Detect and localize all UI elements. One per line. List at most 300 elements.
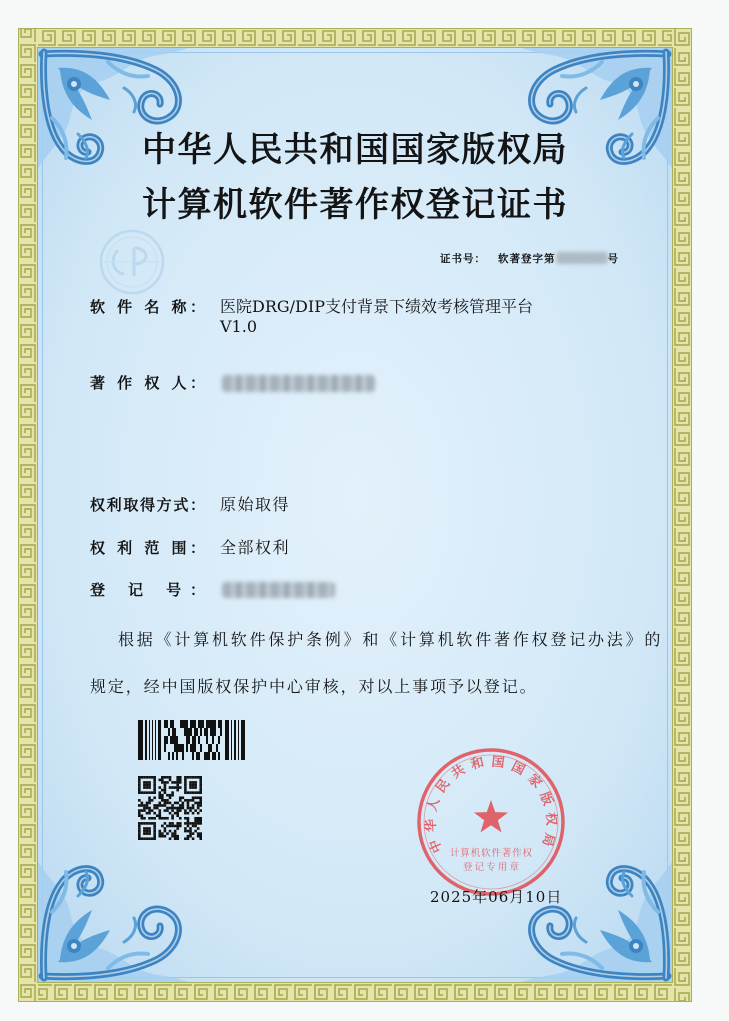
qr-module (176, 812, 179, 815)
barcode-module (212, 728, 214, 736)
qr-finder-module (143, 837, 146, 840)
qr-module (161, 781, 164, 784)
qr-module (199, 796, 202, 799)
qr-module (171, 809, 174, 812)
barcode-module (212, 752, 214, 760)
barcode-module (192, 720, 194, 728)
barcode-module (206, 736, 208, 744)
barcode-module (190, 728, 192, 736)
barcode-bar (152, 720, 153, 760)
qr-module (194, 796, 197, 799)
barcode-module (180, 720, 182, 728)
qr-finder-module (153, 835, 156, 838)
qr-finder-module (153, 786, 156, 789)
qr-module (148, 802, 151, 805)
qr-module (192, 832, 195, 835)
qr-module (189, 827, 192, 830)
qr-module (174, 807, 177, 810)
barcode-module (220, 728, 222, 736)
qr-finder-module (146, 830, 149, 833)
qr-module (179, 807, 182, 810)
qr-finder-module (151, 776, 154, 779)
qr-module (146, 807, 149, 810)
qr-module (192, 799, 195, 802)
qr-finder-module (153, 822, 156, 825)
qr-module (146, 812, 149, 815)
qr-module (148, 796, 151, 799)
qr-finder-module (153, 776, 156, 779)
barcode-module (184, 728, 186, 736)
qr-module (192, 807, 195, 810)
qr-module (169, 825, 172, 828)
barcode-module (200, 744, 202, 752)
qr-module (194, 822, 197, 825)
registration-number-label: 登 记 号： (90, 581, 205, 599)
qr-module (169, 779, 172, 782)
qr-module (164, 786, 167, 789)
barcode-bar (158, 720, 161, 760)
qr-module (164, 799, 167, 802)
qr-module (164, 817, 167, 820)
qr-module (158, 804, 161, 807)
qr-module (148, 807, 151, 810)
qr-module (164, 781, 167, 784)
qr-module (164, 809, 167, 812)
barcode-module (200, 720, 202, 728)
qr-finder-module (184, 789, 187, 792)
qr-module (184, 822, 187, 825)
qr-finder-module (199, 781, 202, 784)
barcode-module (182, 720, 184, 728)
qr-module (158, 791, 161, 794)
qr-module (156, 804, 159, 807)
qr-finder-module (146, 827, 149, 830)
qr-finder-module (148, 837, 151, 840)
qr-module (148, 812, 151, 815)
barcode-module (166, 736, 168, 744)
qr-module (199, 837, 202, 840)
qr-module (197, 812, 200, 815)
qr-module (164, 784, 167, 787)
qr-finder-module (138, 830, 141, 833)
qr-module (187, 825, 190, 828)
barcode-bar (234, 720, 236, 760)
qr-module (179, 776, 182, 779)
qr-module (182, 807, 185, 810)
barcode-module (188, 736, 190, 744)
qr-module (171, 781, 174, 784)
barcode-module (166, 720, 168, 728)
qr-module (161, 794, 164, 797)
barcode-module (174, 728, 176, 736)
qr-module (179, 809, 182, 812)
qr-finder-module (138, 837, 141, 840)
qr-module (169, 776, 172, 779)
qr-finder-module (143, 776, 146, 779)
qr-module (138, 799, 141, 802)
qr-module (148, 799, 151, 802)
qr-module (176, 786, 179, 789)
certificate-number-prefix: 软著登字第 (498, 252, 556, 265)
qr-module (194, 820, 197, 823)
qr-module (169, 812, 172, 815)
qr-finder-module (194, 791, 197, 794)
qr-module (187, 817, 190, 820)
qr-finder-module (146, 791, 149, 794)
qr-module (174, 837, 177, 840)
qr-module (189, 832, 192, 835)
barcode-module (172, 728, 174, 736)
qr-module (146, 802, 149, 805)
qr-module (187, 804, 190, 807)
qr-finder-module (153, 827, 156, 830)
qr-module (171, 794, 174, 797)
qr-module (174, 832, 177, 835)
qr-module (164, 822, 167, 825)
qr-module (189, 830, 192, 833)
qr-finder-module (194, 776, 197, 779)
statement-line-1: 根据《计算机软件保护条例》和《计算机软件著作权登记办法》的 (118, 630, 664, 649)
qr-module (141, 802, 144, 805)
qr-module (184, 837, 187, 840)
qr-module (174, 830, 177, 833)
qr-module (192, 837, 195, 840)
qr-module (197, 820, 200, 823)
qr-module (166, 776, 169, 779)
qr-module (166, 781, 169, 784)
qr-finder-module (143, 827, 146, 830)
qr-module (176, 781, 179, 784)
qr-finder-module (199, 779, 202, 782)
qr-finder-module (187, 791, 190, 794)
qr-module (179, 786, 182, 789)
qr-module (143, 804, 146, 807)
qr-finder-module (143, 784, 146, 787)
qr-module (179, 799, 182, 802)
qr-finder-module (153, 789, 156, 792)
qr-module (164, 791, 167, 794)
qr-module (179, 822, 182, 825)
qr-module (174, 835, 177, 838)
barcode-module (176, 736, 178, 744)
qr-module (143, 817, 146, 820)
qr-module (164, 827, 167, 830)
qr-module (184, 809, 187, 812)
qr-finder-module (148, 781, 151, 784)
qr-finder-module (141, 822, 144, 825)
barcode-bar (231, 720, 232, 760)
qr-module (197, 796, 200, 799)
qr-module (184, 799, 187, 802)
qr-module (176, 837, 179, 840)
qr-module (199, 835, 202, 838)
qr-module (199, 832, 202, 835)
barcode-module (174, 736, 176, 744)
certificate-number (440, 250, 619, 266)
qr-module (199, 822, 202, 825)
qr-module (169, 837, 172, 840)
qr-module (158, 814, 161, 817)
qr-module (174, 786, 177, 789)
qr-module (199, 820, 202, 823)
qr-module (176, 814, 179, 817)
barcode-module (192, 744, 194, 752)
qr-code (138, 776, 202, 840)
qr-module (187, 807, 190, 810)
qr-module (166, 794, 169, 797)
barcode-module (202, 720, 204, 728)
qr-module (171, 786, 174, 789)
qr-finder-module (189, 791, 192, 794)
qr-module (164, 802, 167, 805)
qr-module (176, 784, 179, 787)
barcode-module (192, 736, 194, 744)
qr-module (171, 832, 174, 835)
qr-module (171, 791, 174, 794)
qr-module (151, 809, 154, 812)
barcode-module (186, 728, 188, 736)
qr-finder-module (153, 779, 156, 782)
qr-finder-module (148, 830, 151, 833)
qr-module (174, 812, 177, 815)
registration-number-redacted (222, 582, 335, 598)
barcode-module (204, 728, 206, 736)
qr-module (164, 776, 167, 779)
qr-module (199, 817, 202, 820)
qr-finder-module (146, 776, 149, 779)
qr-finder-module (194, 786, 197, 789)
qr-finder-module (138, 791, 141, 794)
qr-module (171, 825, 174, 828)
qr-module (187, 812, 190, 815)
qr-module (153, 804, 156, 807)
qr-module (187, 822, 190, 825)
qr-module (141, 809, 144, 812)
qr-module (194, 817, 197, 820)
barcode-module (184, 720, 186, 728)
qr-module (171, 807, 174, 810)
barcode-module (210, 720, 212, 728)
qr-module (148, 817, 151, 820)
qr-finder-module (148, 832, 151, 835)
qr-module (194, 830, 197, 833)
barcode-module (176, 744, 178, 752)
qr-module (197, 802, 200, 805)
qr-finder-module (189, 781, 192, 784)
qr-module (184, 812, 187, 815)
qr-module (153, 812, 156, 815)
barcode-module (194, 728, 196, 736)
qr-module (182, 802, 185, 805)
barcode-module (198, 752, 200, 760)
scope-of-rights-label: 权 利 范 围： (90, 539, 205, 557)
qr-module (169, 802, 172, 805)
barcode-module (210, 728, 212, 736)
qr-module (174, 781, 177, 784)
issue-date: 2025年06月10日 (430, 888, 563, 906)
qr-finder-module (138, 781, 141, 784)
acquisition-method-label: 权利取得方式： (90, 496, 205, 514)
qr-finder-module (199, 784, 202, 787)
qr-finder-module (199, 789, 202, 792)
barcode-module (218, 720, 220, 728)
qr-module (192, 825, 195, 828)
qr-module (161, 779, 164, 782)
seal-inner-line-1: 计算机软件著作权 (450, 848, 532, 859)
barcode-module (214, 720, 216, 728)
copyright-owner-label: 著 作 权 人： (90, 374, 205, 392)
barcode-module (198, 720, 200, 728)
qr-finder-module (153, 837, 156, 840)
qr-finder-module (184, 779, 187, 782)
qr-finder-module (148, 822, 151, 825)
barcode-module (168, 728, 170, 736)
qr-finder-module (143, 830, 146, 833)
qr-module (166, 825, 169, 828)
barcode-module (170, 736, 172, 744)
qr-module (161, 804, 164, 807)
qr-module (176, 807, 179, 810)
qr-finder-module (153, 784, 156, 787)
qr-module (158, 802, 161, 805)
barcode-module (194, 720, 196, 728)
barcode-bar (138, 720, 143, 760)
qr-module (197, 835, 200, 838)
qr-module (138, 804, 141, 807)
qr-module (164, 835, 167, 838)
barcode-module (182, 744, 184, 752)
statement-line-2: 规定，经中国版权保护中心审核，对以上事项予以登记。 (90, 677, 538, 696)
barcode-module (218, 752, 220, 760)
qr-module (158, 812, 161, 815)
barcode-module (172, 720, 174, 728)
qr-module (164, 789, 167, 792)
certificate-number-label: 证书号： (440, 252, 486, 265)
qr-module (161, 796, 164, 799)
qr-module (151, 799, 154, 802)
qr-finder-module (151, 837, 154, 840)
barcode-bar (241, 720, 245, 760)
barcode-module (212, 736, 214, 744)
qr-module (158, 786, 161, 789)
barcode-module (212, 720, 214, 728)
qr-module (194, 809, 197, 812)
qr-module (158, 830, 161, 833)
qr-module (176, 825, 179, 828)
qr-module (192, 812, 195, 815)
qr-module (189, 809, 192, 812)
qr-finder-module (184, 786, 187, 789)
qr-finder-module (141, 791, 144, 794)
qr-module (158, 809, 161, 812)
qr-module (182, 804, 185, 807)
qr-module (187, 835, 190, 838)
qr-finder-module (143, 832, 146, 835)
qr-module (151, 817, 154, 820)
qr-module (174, 825, 177, 828)
qr-finder-module (138, 779, 141, 782)
qr-finder-module (148, 776, 151, 779)
qr-finder-module (184, 781, 187, 784)
qr-module (143, 809, 146, 812)
software-name-label: 软 件 名 称： (90, 298, 205, 316)
qr-finder-module (146, 786, 149, 789)
barcode-module (178, 744, 180, 752)
barcode-module (206, 728, 208, 736)
qr-module (169, 807, 172, 810)
qr-finder-module (151, 822, 154, 825)
scope-of-rights-value: 全部权利 (220, 538, 291, 557)
barcode-module (208, 744, 210, 752)
qr-finder-module (184, 791, 187, 794)
qr-module (171, 835, 174, 838)
barcode-module (214, 728, 216, 736)
barcode-module (186, 744, 188, 752)
barcode-module (176, 752, 178, 760)
barcode-module (210, 744, 212, 752)
qr-finder-module (146, 837, 149, 840)
barcode-module (198, 736, 200, 744)
qr-finder-module (153, 781, 156, 784)
qr-module (199, 809, 202, 812)
barcode-bar (145, 720, 147, 760)
barcode-module (214, 752, 216, 760)
qr-module (146, 804, 149, 807)
qr-module (156, 814, 159, 817)
qr-module (138, 812, 141, 815)
qr-finder-module (148, 786, 151, 789)
qr-module (179, 796, 182, 799)
qr-module (141, 804, 144, 807)
qr-finder-module (146, 822, 149, 825)
qr-finder-module (143, 822, 146, 825)
barcode-module (208, 720, 210, 728)
qr-module (164, 830, 167, 833)
barcode-module (186, 736, 188, 744)
qr-module (189, 807, 192, 810)
qr-finder-module (138, 786, 141, 789)
qr-finder-module (192, 791, 195, 794)
qr-module (161, 817, 164, 820)
qr-module (169, 786, 172, 789)
qr-module (176, 802, 179, 805)
qr-finder-module (197, 791, 200, 794)
barcode-module (204, 752, 206, 760)
qr-finder-module (192, 786, 195, 789)
qr-module (156, 807, 159, 810)
qr-finder-module (146, 781, 149, 784)
barcode-module (174, 744, 176, 752)
qr-module (189, 835, 192, 838)
qr-finder-module (199, 776, 202, 779)
qr-module (143, 807, 146, 810)
qr-module (171, 814, 174, 817)
barcode-module (220, 720, 222, 728)
qr-module (197, 827, 200, 830)
seal-star-icon (474, 800, 508, 833)
barcode-bar (149, 720, 150, 760)
barcode-bar (238, 720, 239, 760)
seal-inner-line-2: 登记专用章 (463, 862, 519, 873)
qr-finder-module (138, 822, 141, 825)
qr-finder-module (192, 781, 195, 784)
qr-module (158, 832, 161, 835)
qr-finder-module (184, 784, 187, 787)
qr-module (161, 789, 164, 792)
qr-finder-module (146, 784, 149, 787)
qr-module (166, 817, 169, 820)
barcode-module (206, 720, 208, 728)
